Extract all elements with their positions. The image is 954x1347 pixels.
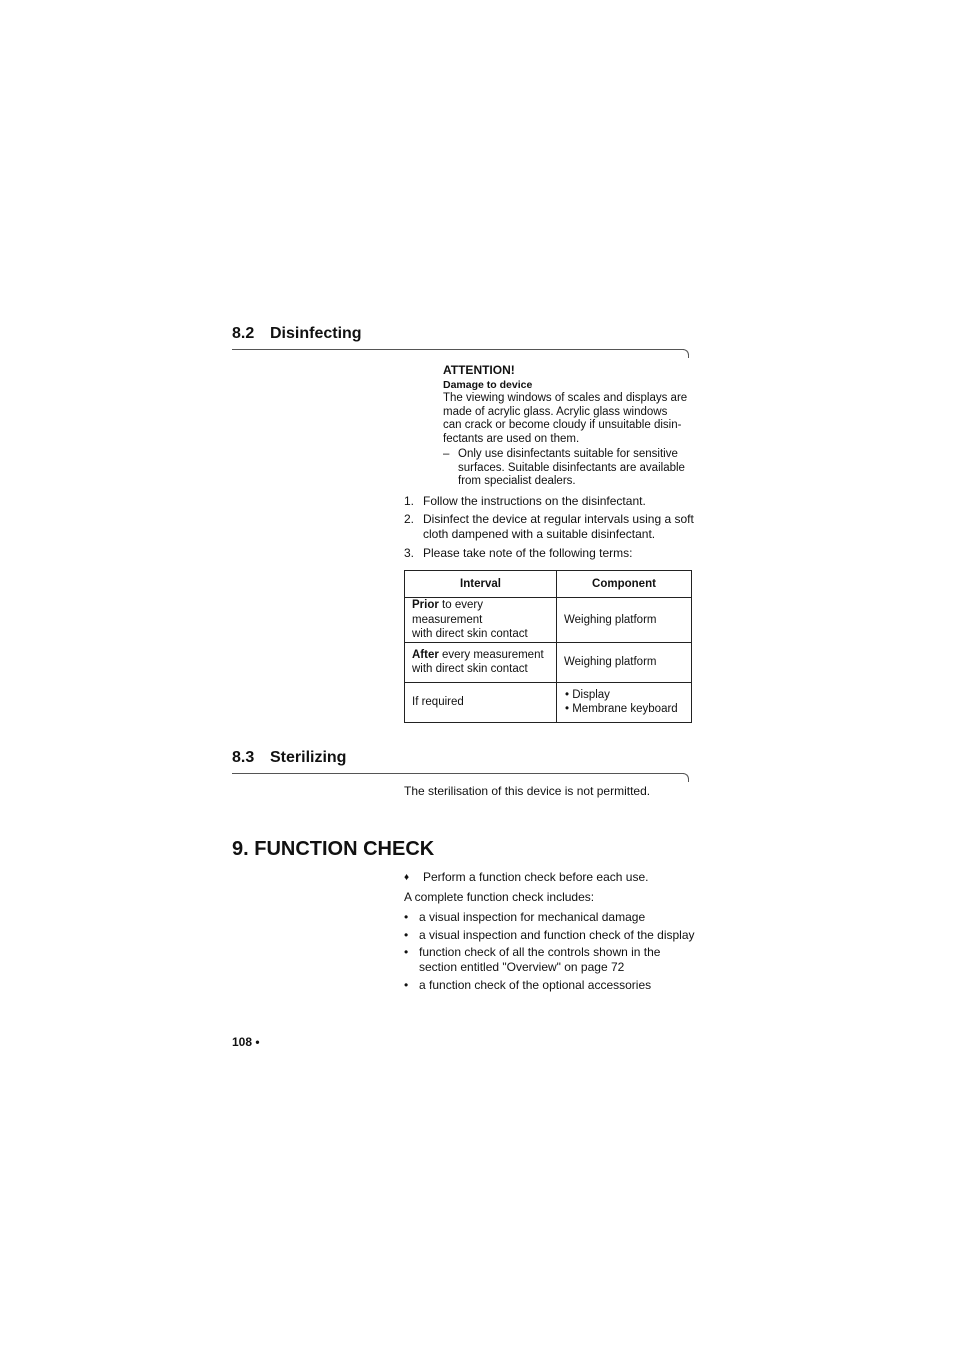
interval-text: every measurement — [438, 648, 544, 661]
interval-keyword: After — [412, 648, 439, 661]
table-row — [405, 682, 692, 722]
step-text: cloth dampened with a suitable disinfectant. — [423, 527, 656, 541]
interval-text: with direct skin contact — [412, 663, 528, 675]
table-cell-component: Weighing platform — [557, 598, 692, 643]
section-heading-8-3 — [232, 749, 346, 767]
list-item — [404, 928, 704, 944]
list-item — [404, 945, 704, 977]
step-text: Please take note of the following terms: — [423, 546, 633, 560]
table-header-interval: Interval — [405, 571, 557, 598]
step-text: Disinfect the device at regular intervals using a soft — [423, 512, 694, 526]
attention-line: made of acrylic glass. Acrylic glass windows — [443, 405, 668, 418]
table-cell-interval: If required — [405, 682, 557, 722]
function-check-intro: A complete function check includes: — [404, 890, 595, 904]
section-rule — [232, 349, 684, 350]
attention-text — [443, 392, 703, 446]
step-text: Follow the instructions on the disinfectant. — [423, 494, 646, 508]
dash-line: Only use disinfectants suitable for sensitive — [458, 448, 678, 460]
chapter-title: 9. FUNCTION CHECK — [232, 838, 435, 860]
bullet-marker: • — [404, 945, 409, 959]
interval-keyword: Prior — [412, 599, 439, 611]
list-item — [404, 978, 704, 994]
table-header-row — [405, 571, 692, 598]
section-number: 8.2 — [232, 325, 255, 342]
table-cell-interval — [405, 598, 557, 643]
attention-line: can crack or become cloudy if unsuitable disin- — [443, 419, 682, 431]
sterilization-note: The sterilisation of this device is not permitted. — [404, 784, 651, 798]
table-row — [405, 598, 692, 643]
list-item-text: function check of all the controls shown in the — [419, 945, 661, 959]
attention-line: fectants are used on them. — [443, 432, 580, 445]
interval-text: to every measurement — [412, 599, 483, 626]
instruction-text: Perform a function check before each use. — [423, 870, 649, 884]
attention-subheading: Damage to device — [443, 379, 533, 391]
list-item-text: a visual inspection and function check of the display — [419, 928, 695, 942]
step-item — [404, 494, 694, 512]
bullet-marker: • — [404, 928, 409, 942]
interval-text: with direct skin contact — [412, 628, 528, 640]
section-title: Disinfecting — [270, 325, 362, 342]
list-item-text: a visual inspection for mechanical damage — [419, 910, 646, 924]
section-number: 8.3 — [232, 749, 255, 766]
bullet-marker: • — [404, 910, 409, 924]
attention-line: The viewing windows of scales and displays are — [443, 392, 688, 404]
section-rule-hook — [682, 773, 689, 782]
list-item-text: a function check of the optional accessories — [419, 978, 652, 992]
section-title: Sterilizing — [270, 749, 347, 766]
instruction-item — [404, 870, 704, 886]
dash-line: from specialist dealers. — [458, 475, 576, 487]
dash-line: surfaces. Suitable disinfectants are available — [458, 461, 685, 474]
diamond-icon: ♦ — [404, 872, 410, 883]
table-row — [405, 642, 692, 682]
table-cell-component: Weighing platform — [557, 642, 692, 682]
disinfection-terms-table — [404, 570, 692, 723]
step-item — [404, 546, 694, 564]
component-bullet: • Display — [565, 688, 610, 701]
bullet-marker: • — [404, 978, 409, 992]
step-number: 1. — [404, 494, 415, 508]
page-number: 108 • — [232, 1035, 260, 1049]
section-heading-8-2 — [232, 325, 362, 343]
list-item-text: section entitled "Overview" on page 72 — [419, 960, 625, 974]
table-cell-component — [557, 682, 692, 722]
table-cell-interval — [405, 642, 557, 682]
step-item — [404, 512, 694, 546]
attention-block — [443, 363, 703, 489]
step-number: 2. — [404, 512, 415, 526]
section-rule-hook — [682, 349, 689, 358]
step-number: 3. — [404, 546, 415, 560]
component-bullet: • Membrane keyboard — [565, 703, 678, 715]
dash-marker: – — [443, 448, 450, 460]
attention-heading: ATTENTION! — [443, 363, 515, 377]
step-list — [404, 494, 694, 564]
section-rule — [232, 773, 684, 774]
list-item — [404, 910, 704, 926]
attention-dash-item — [443, 448, 703, 489]
table-header-component: Component — [557, 571, 692, 598]
